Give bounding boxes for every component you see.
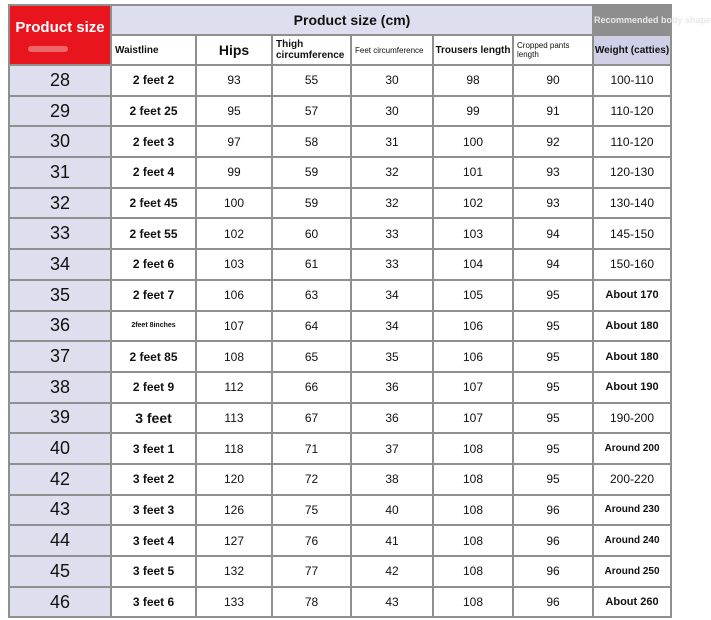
weight-cell: 110-120 [593, 96, 671, 127]
cropped-length-cell: 95 [513, 311, 593, 342]
waistline-cell: 3 feet 2 [111, 464, 196, 495]
hips-cell: 112 [196, 372, 272, 403]
table-row [9, 126, 671, 157]
thigh-header: Thigh circumference [272, 35, 351, 65]
cropped-length-cell: 95 [513, 280, 593, 311]
waistline-cell: 2 feet 25 [111, 96, 196, 127]
product-size-header [9, 5, 111, 65]
table-row [9, 372, 671, 403]
size-cell: 39 [9, 403, 111, 434]
weight-cell: 100-110 [593, 65, 671, 96]
trousers-length-header: Trousers length [433, 35, 513, 65]
weight-cell: 130-140 [593, 188, 671, 219]
weight-cell: 145-150 [593, 218, 671, 249]
cropped-length-cell: 96 [513, 525, 593, 556]
waistline-cell: 2 feet 2 [111, 65, 196, 96]
thigh-cell: 66 [272, 372, 351, 403]
size-cell: 38 [9, 372, 111, 403]
waistline-cell: 2 feet 85 [111, 341, 196, 372]
weight-cell: About 190 [593, 372, 671, 403]
cropped-length-cell: 95 [513, 372, 593, 403]
weight-cell: Around 240 [593, 525, 671, 556]
thigh-cell: 77 [272, 556, 351, 587]
thigh-cell: 59 [272, 188, 351, 219]
cropped-length-cell: 93 [513, 188, 593, 219]
hips-cell: 120 [196, 464, 272, 495]
table-row [9, 249, 671, 280]
weight-cell: 190-200 [593, 403, 671, 434]
waistline-cell: 3 feet 1 [111, 433, 196, 464]
waistline-cell: 2feet 8inches [111, 311, 196, 342]
cropped-length-cell: 95 [513, 403, 593, 434]
cropped-length-cell: 95 [513, 341, 593, 372]
feet-cell: 41 [351, 525, 433, 556]
cropped-length-cell: 94 [513, 249, 593, 280]
cropped-length-cell: 96 [513, 495, 593, 526]
trousers-length-cell: 108 [433, 525, 513, 556]
hips-cell: 127 [196, 525, 272, 556]
waistline-cell: 2 feet 55 [111, 218, 196, 249]
waistline-cell: 3 feet 5 [111, 556, 196, 587]
hips-header: Hips [196, 35, 272, 65]
table-row [9, 464, 671, 495]
table-row [9, 157, 671, 188]
trousers-length-cell: 99 [433, 96, 513, 127]
thigh-cell: 76 [272, 525, 351, 556]
cropped-length-cell: 90 [513, 65, 593, 96]
cropped-length-cell: 96 [513, 556, 593, 587]
blurred-mark [28, 46, 68, 52]
hips-cell: 97 [196, 126, 272, 157]
table-row [9, 341, 671, 372]
table-row [9, 587, 671, 618]
waistline-cell: 2 feet 45 [111, 188, 196, 219]
feet-cell: 33 [351, 218, 433, 249]
waistline-cell: 2 feet 6 [111, 249, 196, 280]
trousers-length-cell: 107 [433, 372, 513, 403]
feet-cell: 32 [351, 188, 433, 219]
header-row-top [9, 5, 671, 35]
table-row [9, 403, 671, 434]
table-row [9, 96, 671, 127]
waistline-cell: 3 feet 3 [111, 495, 196, 526]
feet-cell: 37 [351, 433, 433, 464]
trousers-length-cell: 106 [433, 311, 513, 342]
feet-cell: 33 [351, 249, 433, 280]
table-row [9, 525, 671, 556]
feet-cell: 35 [351, 341, 433, 372]
table-row [9, 188, 671, 219]
size-cell: 34 [9, 249, 111, 280]
trousers-length-cell: 108 [433, 495, 513, 526]
size-cell: 30 [9, 126, 111, 157]
table-row [9, 65, 671, 96]
trousers-length-cell: 108 [433, 556, 513, 587]
waistline-cell: 2 feet 9 [111, 372, 196, 403]
feet-cell: 30 [351, 65, 433, 96]
table-row [9, 218, 671, 249]
weight-cell: Around 250 [593, 556, 671, 587]
waistline-cell: 3 feet [111, 403, 196, 434]
table-row [9, 311, 671, 342]
thigh-cell: 63 [272, 280, 351, 311]
hips-cell: 126 [196, 495, 272, 526]
weight-cell: About 180 [593, 311, 671, 342]
hips-cell: 99 [196, 157, 272, 188]
cropped-length-cell: 92 [513, 126, 593, 157]
table-row [9, 556, 671, 587]
table-row [9, 495, 671, 526]
cropped-length-cell: 95 [513, 464, 593, 495]
waistline-cell: 3 feet 6 [111, 587, 196, 618]
trousers-length-cell: 108 [433, 587, 513, 618]
cropped-length-cell: 93 [513, 157, 593, 188]
trousers-length-cell: 106 [433, 341, 513, 372]
feet-cell: 30 [351, 96, 433, 127]
size-cell: 33 [9, 218, 111, 249]
size-cell: 42 [9, 464, 111, 495]
product-size-label: Product size [15, 18, 105, 36]
size-cell: 43 [9, 495, 111, 526]
hips-cell: 132 [196, 556, 272, 587]
cropped-length-cell: 91 [513, 96, 593, 127]
thigh-cell: 78 [272, 587, 351, 618]
thigh-cell: 60 [272, 218, 351, 249]
size-cell: 46 [9, 587, 111, 618]
hips-cell: 118 [196, 433, 272, 464]
size-cell: 28 [9, 65, 111, 96]
waistline-cell: 3 feet 4 [111, 525, 196, 556]
trousers-length-cell: 103 [433, 218, 513, 249]
feet-header: Feet circumference [351, 35, 433, 65]
weight-cell: 120-130 [593, 157, 671, 188]
size-cell: 35 [9, 280, 111, 311]
hips-cell: 103 [196, 249, 272, 280]
thigh-cell: 58 [272, 126, 351, 157]
trousers-length-cell: 100 [433, 126, 513, 157]
feet-cell: 34 [351, 311, 433, 342]
hips-cell: 106 [196, 280, 272, 311]
feet-cell: 36 [351, 403, 433, 434]
thigh-cell: 67 [272, 403, 351, 434]
weight-cell: 200-220 [593, 464, 671, 495]
trousers-length-cell: 98 [433, 65, 513, 96]
size-cell: 40 [9, 433, 111, 464]
waistline-cell: 2 feet 3 [111, 126, 196, 157]
weight-cell: About 170 [593, 280, 671, 311]
hips-cell: 93 [196, 65, 272, 96]
size-cell: 31 [9, 157, 111, 188]
feet-cell: 34 [351, 280, 433, 311]
cropped-length-cell: 94 [513, 218, 593, 249]
trousers-length-cell: 104 [433, 249, 513, 280]
feet-cell: 42 [351, 556, 433, 587]
size-cell: 45 [9, 556, 111, 587]
trousers-length-cell: 102 [433, 188, 513, 219]
trousers-length-cell: 105 [433, 280, 513, 311]
waistline-cell: 2 feet 7 [111, 280, 196, 311]
cropped-length-cell: 96 [513, 587, 593, 618]
size-rows [9, 65, 671, 617]
feet-cell: 38 [351, 464, 433, 495]
weight-cell: 110-120 [593, 126, 671, 157]
hips-cell: 100 [196, 188, 272, 219]
thigh-cell: 64 [272, 311, 351, 342]
feet-cell: 36 [351, 372, 433, 403]
weight-header: Weight (catties) [593, 35, 671, 65]
size-chart [8, 4, 711, 618]
hips-cell: 107 [196, 311, 272, 342]
thigh-cell: 72 [272, 464, 351, 495]
thigh-cell: 65 [272, 341, 351, 372]
cropped-length-cell: 95 [513, 433, 593, 464]
waistline-header: Waistline [111, 35, 196, 65]
trousers-length-cell: 108 [433, 464, 513, 495]
size-table [8, 4, 711, 618]
trousers-length-cell: 108 [433, 433, 513, 464]
hips-cell: 95 [196, 96, 272, 127]
thigh-cell: 71 [272, 433, 351, 464]
feet-cell: 31 [351, 126, 433, 157]
weight-cell: About 260 [593, 587, 671, 618]
hips-cell: 102 [196, 218, 272, 249]
feet-cell: 40 [351, 495, 433, 526]
thigh-cell: 61 [272, 249, 351, 280]
hips-cell: 108 [196, 341, 272, 372]
product-size-cm-header: Product size (cm) [111, 5, 593, 35]
cropped-length-header: Cropped pants length [513, 35, 593, 65]
table-row [9, 280, 671, 311]
size-cell: 37 [9, 341, 111, 372]
hips-cell: 133 [196, 587, 272, 618]
trousers-length-cell: 101 [433, 157, 513, 188]
trousers-length-cell: 107 [433, 403, 513, 434]
size-cell: 36 [9, 311, 111, 342]
thigh-cell: 57 [272, 96, 351, 127]
table-row [9, 433, 671, 464]
hips-cell: 113 [196, 403, 272, 434]
recommended-body-shape-header: Recommended body shape [593, 5, 671, 35]
waistline-cell: 2 feet 4 [111, 157, 196, 188]
weight-cell: About 180 [593, 341, 671, 372]
thigh-cell: 59 [272, 157, 351, 188]
thigh-cell: 55 [272, 65, 351, 96]
feet-cell: 43 [351, 587, 433, 618]
size-cell: 29 [9, 96, 111, 127]
weight-cell: Around 200 [593, 433, 671, 464]
weight-cell: Around 230 [593, 495, 671, 526]
thigh-cell: 75 [272, 495, 351, 526]
feet-cell: 32 [351, 157, 433, 188]
size-cell: 44 [9, 525, 111, 556]
weight-cell: 150-160 [593, 249, 671, 280]
size-cell: 32 [9, 188, 111, 219]
